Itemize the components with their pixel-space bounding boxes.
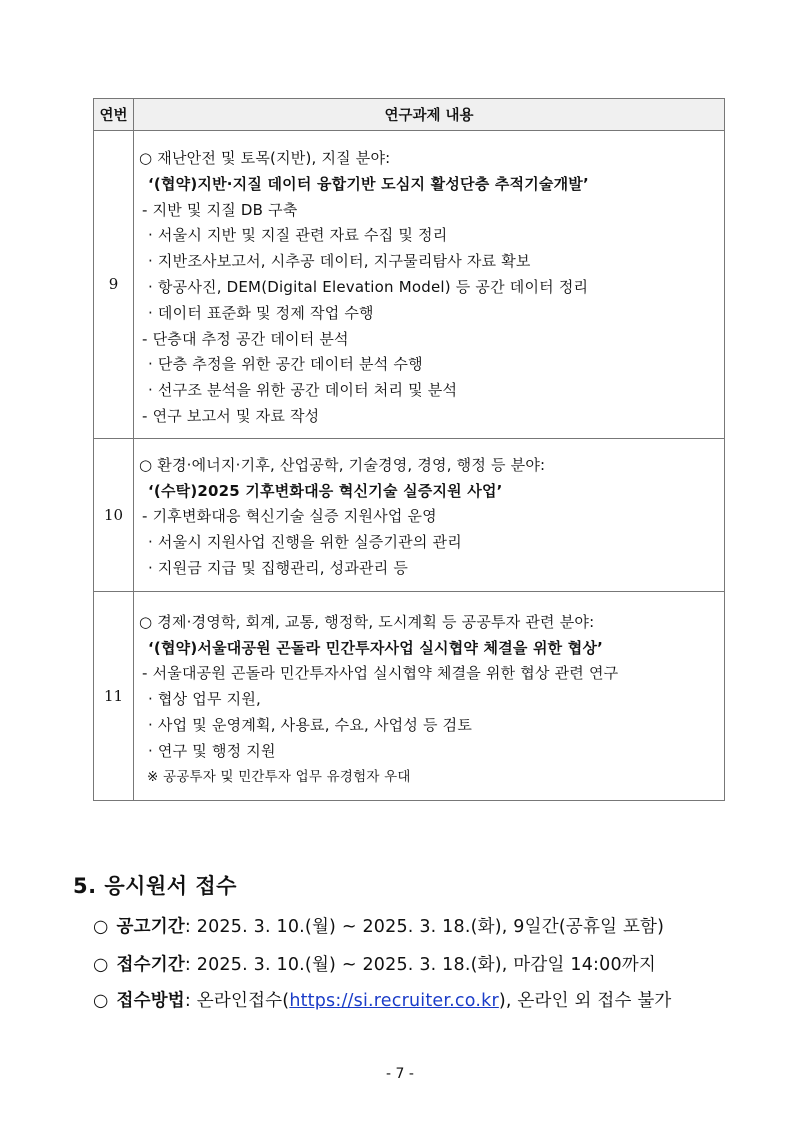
task-line: - 단층대 추정 공간 데이터 분석 [142,329,349,348]
research-topics-table [93,98,725,801]
subtask-line: · 서울시 지원사업 진행을 위한 실증기관의 관리 [148,533,462,552]
table-row [94,438,725,591]
subtask-line: · 사업 및 운영계획, 사용료, 수요, 사업성 등 검토 [148,715,473,734]
table-row [94,131,725,439]
subtask-line: · 협상 업무 지원, [148,690,261,709]
task-line: - 기후변화대응 혁신기술 실증 지원사업 운영 [142,507,437,526]
subtask-line: · 서울시 지반 및 지질 관련 자료 수집 및 정리 [148,226,448,245]
item-text: : 2025. 3. 10.(월) ~ 2025. 3. 18.(화), 9일간(공휴일 포함) [184,917,665,937]
project-title: ‘(협약)서울대공원 곤돌라 민간투자사업 실시협약 체결을 위한 협상’ [148,638,604,657]
table-row [94,591,725,801]
item-text: ), 온라인 외 접수 불가 [498,991,672,1011]
subtask-line: · 지원금 지급 및 집행관리, 성과관리 등 [148,558,409,577]
subtask-line: · 연구 및 행정 지원 [148,741,276,760]
item-label: 공고기간 [116,917,185,937]
item-label: 접수기간 [116,955,185,975]
posting-period-item [93,913,664,938]
task-line: - 지반 및 지질 DB 구축 [142,200,298,219]
recruiter-link[interactable]: https://si.recruiter.co.kr [289,991,499,1011]
row-content [134,438,725,591]
row-number: 10 [94,438,134,591]
subtask-line: · 항공사진, DEM(Digital Elevation Model) 등 공간 데이터 정리 [148,277,589,296]
task-line: - 연구 보고서 및 자료 작성 [142,406,320,425]
circle-bullet-icon: ○ [93,955,109,975]
subtask-line: · 선구조 분석을 위한 공간 데이터 처리 및 분석 [148,381,458,400]
row-content [134,591,725,801]
task-line: - 서울대공원 곤돌라 민간투자사업 실시협약 체결을 위한 협상 관련 연구 [142,664,619,683]
row-content [134,131,725,439]
row-number: 9 [94,131,134,439]
section-title: 5. 응시원서 접수 [73,874,237,898]
circle-bullet-icon: ○ [93,917,109,937]
application-method-item [93,987,672,1012]
project-title: ‘(수탁)2025 기후변화대응 혁신기술 실증지원 사업’ [148,481,503,500]
field-line: ○ 환경·에너지·기후, 산업공학, 기술경영, 경영, 행정 등 분야: [139,455,546,474]
item-text: : 온라인접수( [184,991,290,1011]
subtask-line: · 단층 추정을 위한 공간 데이터 분석 수행 [148,355,423,374]
application-period-item [93,951,656,976]
item-text: : 2025. 3. 10.(월) ~ 2025. 3. 18.(화), 마감일 14:00까지 [184,955,657,975]
subtask-line: · 지반조사보고서, 시추공 데이터, 지구물리탐사 자료 확보 [148,252,531,271]
project-title: ‘(협약)지반·지질 데이터 융합기반 도심지 활성단층 추적기술개발’ [148,174,589,193]
subtask-line: · 데이터 표준화 및 정제 작업 수행 [148,303,374,322]
header-content: 연구과제 내용 [134,99,725,131]
page-number: - 7 - [386,1066,414,1082]
table-header-row [94,99,725,131]
row-number: 11 [94,591,134,801]
field-line: ○ 경제·경영학, 회계, 교통, 행정학, 도시계획 등 공공투자 관련 분야: [139,612,595,631]
item-label: 접수방법 [116,991,185,1011]
circle-bullet-icon: ○ [93,991,109,1011]
note-line: ※ 공공투자 및 민간투자 업무 유경험자 우대 [147,768,411,785]
field-line: ○ 재난안전 및 토목(지반), 지질 분야: [139,149,391,167]
header-num: 연번 [94,99,134,131]
